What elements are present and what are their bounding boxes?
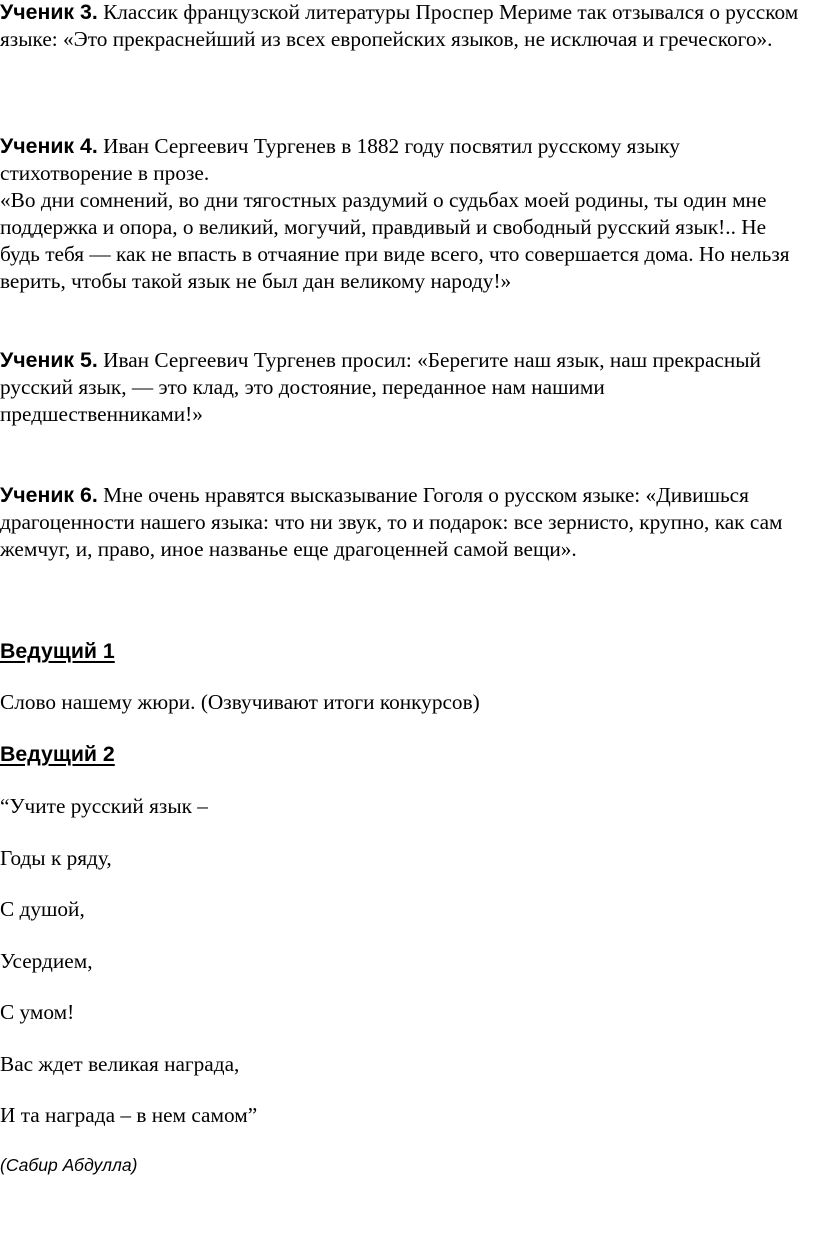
- host-2-label: Ведущий 2: [0, 742, 115, 766]
- student-5-paragraph: [0, 347, 806, 428]
- host-1-label: Ведущий 1: [0, 639, 115, 663]
- student-6-text: Мне очень нравятся высказывание Гоголя о русском языке: «Дивишься драгоценности нашего языка: что ни звук, то и подарок: все зернисто, крупно, как сам жемчуг, и, право, иное названье еще драгоценней самой вещи».: [0, 483, 783, 561]
- student-6-label: Ученик 6.: [0, 483, 98, 507]
- poem-line: “Учите русский язык –: [0, 794, 208, 818]
- host-1-text: Слово нашему жюри. (Озвучивают итоги конкурсов): [0, 690, 480, 714]
- host-1-heading: [0, 638, 115, 664]
- poem-line: Усердием,: [0, 949, 93, 973]
- host-2-heading: [0, 741, 115, 767]
- student-3-text: Классик французской литературы Проспер Мериме так отзывался о русском языке: «Это прекраснейший из всех европейских языков, не исключая и греческого».: [0, 0, 799, 51]
- student-4-quote: «Во дни сомнений, во дни тягостных раздумий о судьбах моей родины, ты один мне поддержка и опора, о великий, могучий, правдивый и свободный русский язык!.. Не будь тебя — как не впасть в отчаяние при виде всего, что совершается дома. Но нельзя верить, чтобы такой язык не был дан великому народу!»: [0, 188, 790, 293]
- student-4-text: Иван Сергеевич Тургенев в 1882 году посвятил русскому языку стихотворение в прозе.: [0, 134, 680, 185]
- poem-line: С душой,: [0, 897, 85, 921]
- student-3-label: Ученик 3.: [0, 0, 98, 24]
- student-4-paragraph: [0, 133, 806, 187]
- poem-line: Вас ждет великая награда,: [0, 1052, 240, 1076]
- poem-line: И та награда – в нем самом”: [0, 1103, 258, 1127]
- poem-line: С умом!: [0, 1000, 75, 1024]
- student-3-paragraph: [0, 0, 806, 53]
- student-6-paragraph: [0, 482, 806, 563]
- student-4-label: Ученик 4.: [0, 134, 98, 158]
- student-5-text: Иван Сергеевич Тургенев просил: «Берегите наш язык, наш прекрасный русский язык, — это клад, это достояние, переданное нам нашими предшественниками!»: [0, 348, 761, 426]
- poem-line: Годы к ряду,: [0, 846, 112, 870]
- student-5-label: Ученик 5.: [0, 348, 98, 372]
- poem-author: (Сабир Абдулла): [0, 1155, 138, 1175]
